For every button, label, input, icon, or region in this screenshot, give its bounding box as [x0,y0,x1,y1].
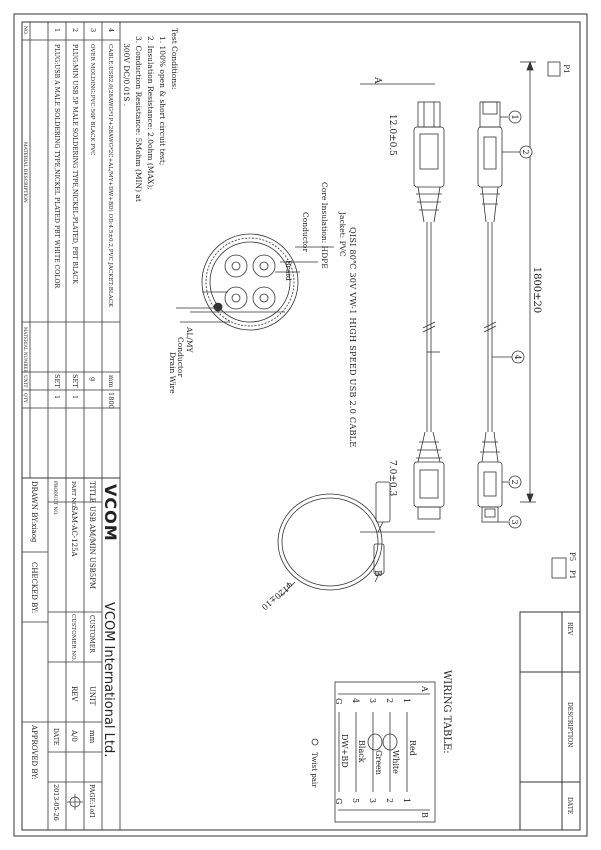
length-dimension: 1800±20 [531,266,542,314]
wire5-color: DW+BD [340,734,349,768]
label-al-my: AL/MY [185,327,194,353]
part-no-label: PART NO. [70,481,76,509]
callout-4-text: 4 [513,354,522,360]
label-conductor-left: Conductor [301,212,310,253]
wire4-pin-b: 5 [351,798,360,804]
end-b-label: B [372,570,382,577]
test-conditions-title: Test Conditions: [170,28,179,90]
product-no-label: PRODUCT NO. [52,481,57,516]
twist-pair-note: Twist pair [310,752,318,788]
wire3-color: Green [374,750,383,775]
wire3-pin-a: 3 [368,698,377,704]
wire5-pin-a: G [334,698,343,705]
checked-by: CHECKED BY: [30,562,38,614]
dim-b-label: 7.0±0.3 [387,460,397,497]
mat-row2-desc: PLUG:MIN USB 5P MALE SOLDERING TYPE,NICKEL-PLATED, PBT BLACK [71,44,78,284]
wiring-title: WIRING TABLE: [441,670,452,754]
wire2-pin-a: 2 [385,698,394,704]
company-name: VCOM International Ltd. [101,602,116,758]
test-conditions [122,28,179,202]
page-label: PAGE:1of1 [88,784,96,819]
mat-row4-desc: CABLE:USB2.0(28AWG*1P+28AWG*2C+AL/MY+DW+BD) OD:4.5±0.2,PVC JACKET:BLACK [107,44,113,308]
mat-row3-desc: OVER MOLDING:PVC-50P BLACK PVC [89,44,95,156]
revision-block [520,612,580,830]
rev-header: REV [566,622,573,636]
rev-value: A/0 [70,730,78,742]
wire2-color: White [391,750,400,774]
mat-row2-unit: SET [71,374,79,388]
callouts [509,111,532,528]
test-item-4: 300V DC/0.01S . [122,36,131,107]
description-header: DESCRIPTION [566,702,573,748]
wire2-pin-b: 2 [385,798,394,804]
rev-label: REV [70,686,78,702]
page-symbol-icon [67,794,83,810]
customer-label: CUSTOMER [88,615,95,653]
date-header: DATE [566,797,573,815]
end-a-label: A [372,77,382,84]
wiring-col-b: B [420,812,429,818]
mat-row1-qty: 1 [53,395,61,400]
dim-a-label: 12.0±0.5 [387,114,397,156]
test-item-2: 2. Insulation Resistance: 2.0ohm (MAX); [146,36,155,190]
material-table [22,22,120,478]
wire4-color: Black [357,740,366,763]
approved-by: APPROVED BY: [30,725,38,780]
p1-label: P1 [562,64,570,74]
mat-header-desc: MATERIAL DESCRIPTION [22,142,27,203]
mat-header-unit: UNIT [22,375,27,388]
wire3-pin-b: 3 [368,798,377,804]
title-value: USB AM/MIN USB5PM [88,506,96,590]
test-item-3: 3. Conduction Resistance: 5Mohm (MIN) at [134,36,143,202]
mat-row2-no: 2 [71,28,79,33]
title-label: TITLE [88,481,96,503]
unit-value: mm [88,730,96,744]
rotated-drawing [22,22,580,830]
logo: VCOM [101,484,120,542]
cable-marking: QISI 80℃ 30V VW-1 HIGH SPEED USB 2.0 CABLE [348,227,358,448]
callout-1-text: 1 [510,114,519,120]
p1-label-b: P1 [568,570,576,580]
mat-row4-unit: mm [107,375,115,388]
mat-row3-no: 3 [89,28,97,33]
mat-header-qty: QTY [22,393,27,403]
mat-row1-no: 1 [53,28,61,33]
mat-row1-desc: PLUG:USB A MALE SOLDERING TYPE,NICKEL PLATED PBT WHITE COLOR [53,44,60,289]
wire4-pin-a: 4 [351,698,360,704]
mat-header-no: NO. [22,26,27,35]
unit-label: UNIT [88,686,96,706]
mat-row1-unit: SET [53,374,61,388]
wire1-color: Red [408,740,417,756]
mat-row4-no: 4 [107,28,115,33]
date-label: DATE [52,728,59,746]
p5-label: P5 [568,552,576,562]
callout-2a-text: 2 [521,149,530,155]
wire1-pin-b: 1 [402,798,411,804]
label-core-insulation: Core Insulation: HDPE [320,182,329,269]
drawn-by: DRAWN BY:xiaog [30,481,38,543]
callout-3-text: 3 [510,519,519,525]
mat-row4-qty: 1800 [107,392,115,409]
mat-header-number: MATERIAL NUMBER [23,327,28,373]
coiled-cable [278,482,390,597]
wire1-pin-a: 1 [402,698,411,704]
part-no-value: SAM-AC-125A [70,506,78,557]
wiring-col-a: A [420,686,429,692]
outer-border [14,14,587,836]
test-item-1: 1. 100% open & short circuit test; [158,36,167,166]
label-conductor-right: Conductor [176,337,185,378]
customer-no-label: CUSTOMER NO. [70,614,76,662]
mat-row2-qty: 1 [71,395,79,400]
wire5-pin-b: G [334,798,343,805]
callout-2b-text: 2 [510,479,519,485]
label-drain-wire: Drain Wire [168,352,177,394]
coil-diameter-label: φ120±10 [259,580,295,612]
label-braid: Braid [284,260,293,281]
label-jacket: Jacket: PVC [338,212,347,257]
date-value: 2013-05-26 [52,784,60,821]
mat-row3-unit: g [89,377,97,382]
